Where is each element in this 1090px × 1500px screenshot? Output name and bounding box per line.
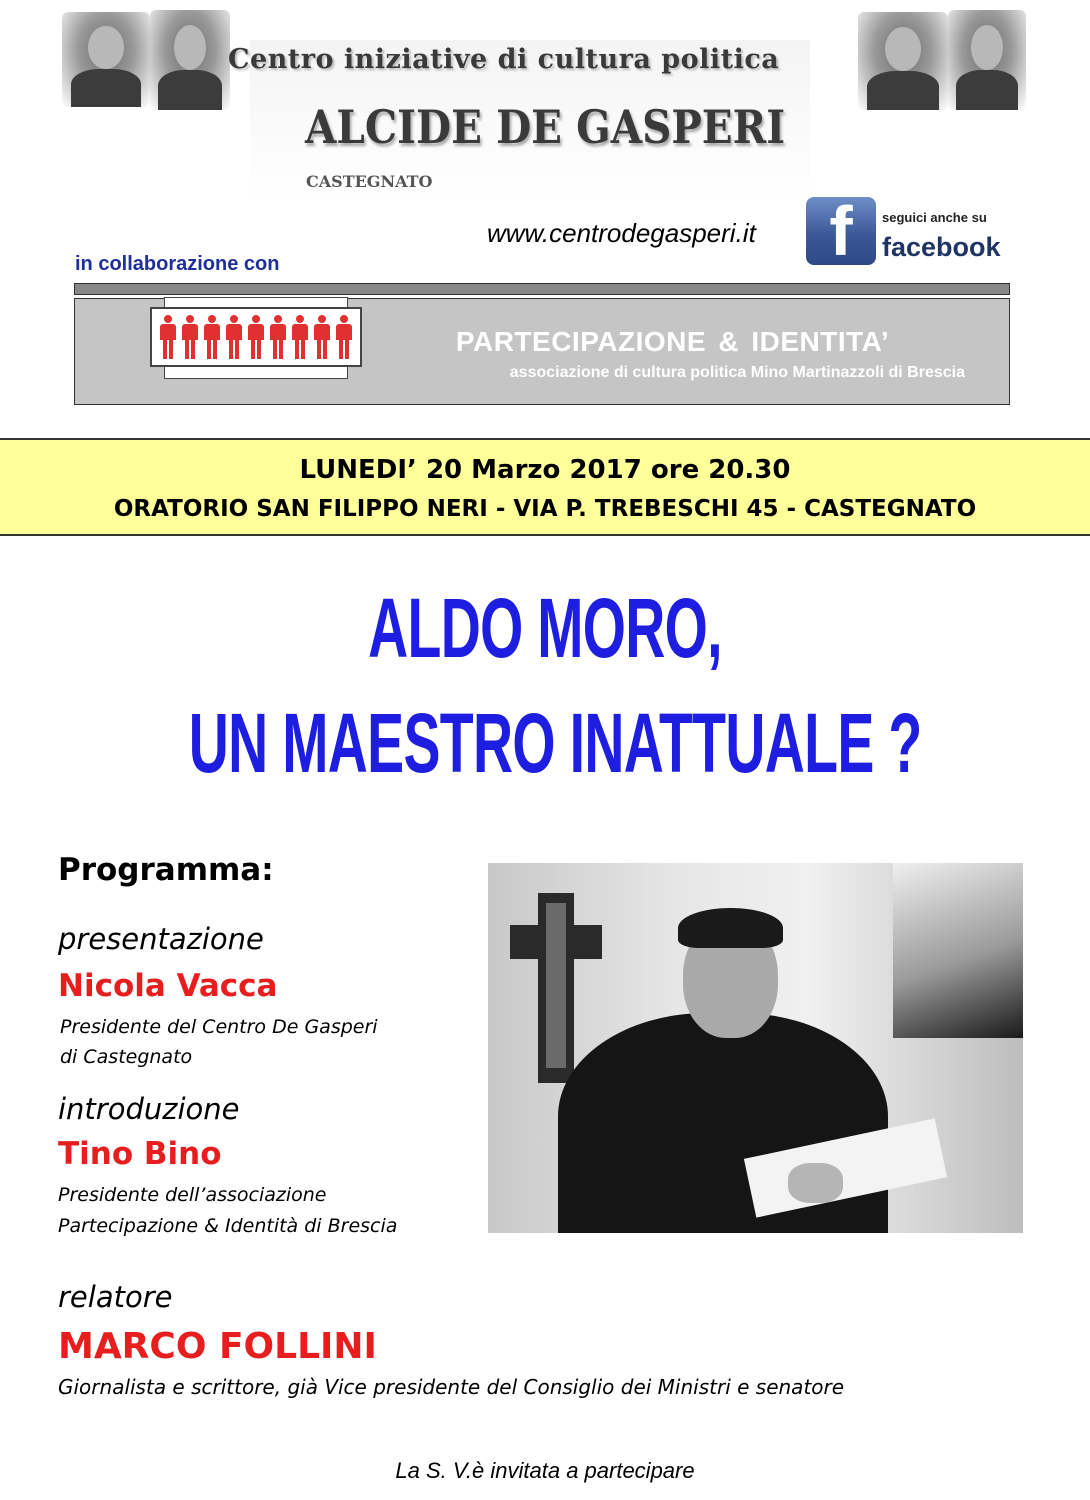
association-subtitle: associazione di cultura politica Mino Martinazzoli di Brescia <box>509 364 965 381</box>
event-date: LUNEDI’ 20 Marzo 2017 ore 20.30 <box>299 455 791 485</box>
role-label: introduzione <box>58 1092 240 1126</box>
speaker-name: MARCO FOLLINI <box>58 1326 377 1367</box>
event-title-line-2 <box>0 695 1090 792</box>
person-figure-icon <box>269 315 287 359</box>
speaker-description: Presidente del Centro De Gasperi <box>60 1016 378 1038</box>
event-location: ORATORIO SAN FILIPPO NERI - VIA P. TREBESCHI 45 - CASTEGNATO <box>113 496 977 522</box>
speaker-description: di Castegnato <box>60 1046 193 1068</box>
person-figure-icon <box>247 315 265 359</box>
facebook-wordmark[interactable]: facebook <box>882 232 1001 262</box>
programme-heading: Programma: <box>58 852 274 888</box>
speaker-description: Partecipazione & Identità di Brescia <box>58 1215 398 1237</box>
portrait-photo-4 <box>948 10 1026 110</box>
collaboration-label: in collaborazione con <box>75 253 280 275</box>
person-figure-icon <box>203 315 221 359</box>
portrait-photo-1 <box>62 12 150 107</box>
person-figure-icon <box>225 315 243 359</box>
association-logo <box>150 307 362 367</box>
person-figure-icon <box>181 315 199 359</box>
title-line-2-text: UN MAESTRO INATTUALE ? <box>188 696 922 790</box>
centro-title: Centro iniziative di cultura politica <box>228 44 780 75</box>
organization-town: CASTEGNATO <box>306 172 433 191</box>
facebook-icon[interactable]: f <box>806 197 876 265</box>
speaker-name: Tino Bino <box>58 1136 222 1172</box>
organization-name: ALCIDE DE GASPERI <box>305 100 786 154</box>
person-figure-icon <box>159 315 177 359</box>
speaker-name: Nicola Vacca <box>58 968 278 1004</box>
portrait-photo-3 <box>858 12 948 110</box>
facebook-follow-text: seguici anche su <box>882 210 987 225</box>
portrait-photo-2 <box>150 10 230 110</box>
aldo-moro-photo <box>488 863 1023 1233</box>
role-label: presentazione <box>58 922 264 956</box>
person-figure-icon <box>335 315 353 359</box>
website-link[interactable]: www.centrodegasperi.it <box>487 218 756 248</box>
speaker-description: Giornalista e scrittore, già Vice presidente del Consiglio dei Ministri e senatore <box>58 1375 845 1399</box>
person-figure-icon <box>291 315 309 359</box>
person-figure-icon <box>313 315 331 359</box>
role-label: relatore <box>58 1280 173 1314</box>
event-title-line-1 <box>0 580 1090 677</box>
association-name: PARTECIPAZIONE & IDENTITA’ <box>455 326 890 357</box>
invitation-footer: La S. V.è invitata a partecipare <box>395 1458 695 1483</box>
title-line-1-text: ALDO MORO, <box>368 581 722 675</box>
association-top-bar <box>74 283 1010 295</box>
speaker-description: Presidente dell’associazione <box>58 1184 327 1206</box>
